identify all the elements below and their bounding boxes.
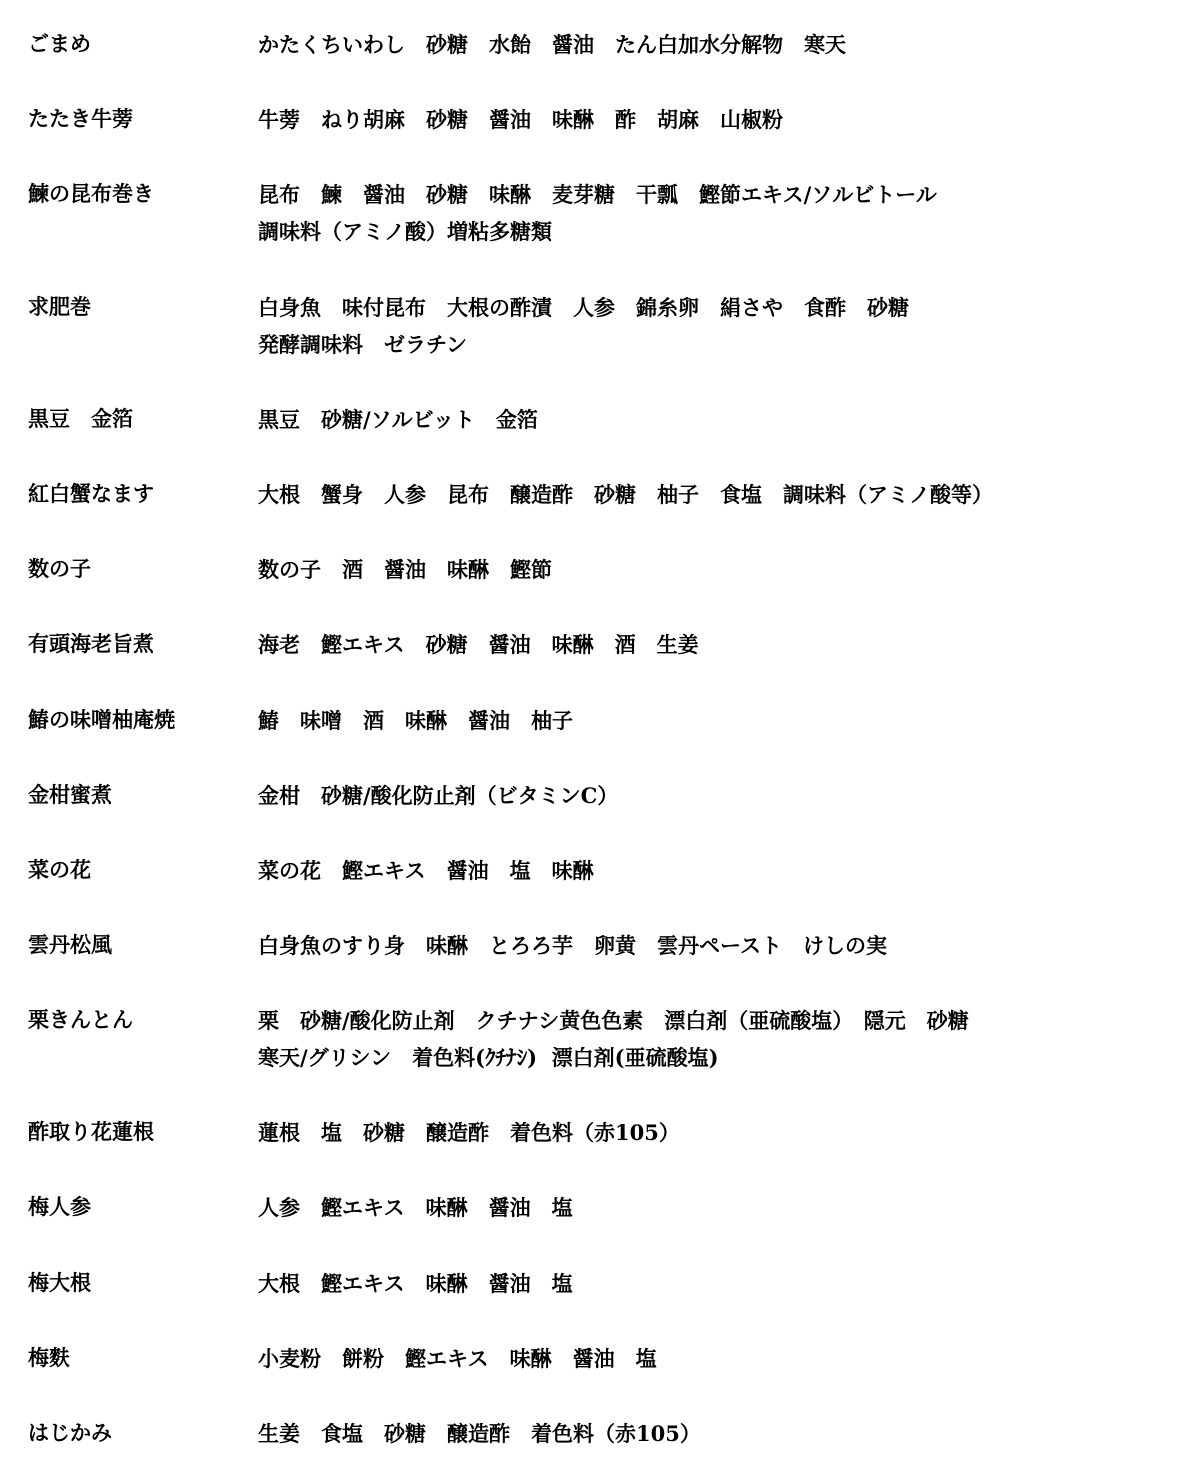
ingredients-line: 数の子 酒 醤油 味醂 鰹節 <box>258 557 552 582</box>
ingredients-line: 大根 蟹身 人参 昆布 醸造酢 砂糖 柚子 食塩 調味料（アミノ酸等） <box>258 482 993 507</box>
ingredients <box>258 476 1158 513</box>
dish-name: 雲丹松風 <box>28 932 112 957</box>
ingredients <box>258 401 1158 438</box>
ingredients-line: 栗 砂糖/酸化防止剤 クチナシ黄色色素 漂白剤（亜硫酸塩） 隠元 砂糖 <box>258 1008 969 1033</box>
ingredients-line: 菜の花 鰹エキス 醤油 塩 味醂 <box>258 858 594 883</box>
ingredients-line: 黒豆 砂糖/ソルビット 金箔 <box>258 407 538 432</box>
ingredients-line: 金柑 砂糖/酸化防止剤（ビタミンC） <box>258 783 619 808</box>
dish-name: 数の子 <box>28 556 91 581</box>
ingredients-line: 生姜 食塩 砂糖 醸造酢 着色料（赤105） <box>258 1421 701 1446</box>
ingredients <box>258 26 1158 63</box>
dish-name: 鰊の昆布巻き <box>28 181 154 206</box>
ingredients <box>258 1265 1158 1302</box>
ingredients-line: 白身魚のすり身 味醂 とろろ芋 卵黄 雲丹ペースト けしの実 <box>258 933 887 958</box>
ingredients-line: 小麦粉 餅粉 鰹エキス 味醂 醤油 塩 <box>258 1346 657 1371</box>
ingredients-line: 人参 鰹エキス 味醂 醤油 塩 <box>258 1195 573 1220</box>
ingredients-line: 大根 鰹エキス 味醂 醤油 塩 <box>258 1271 573 1296</box>
ingredients <box>258 1340 1158 1377</box>
ingredients <box>258 176 1158 250</box>
dish-name: 求肥巻 <box>28 294 91 319</box>
ingredients <box>258 1002 1158 1076</box>
dish-name: 黒豆 金箔 <box>28 406 133 431</box>
dish-name: 菜の花 <box>28 857 91 882</box>
dish-name: 梅麩 <box>28 1345 70 1370</box>
dish-name: 金柑蜜煮 <box>28 782 112 807</box>
ingredients <box>258 626 1158 663</box>
ingredients <box>258 289 1158 363</box>
ingredients-line: 発酵調味料 ゼラチン <box>258 332 467 357</box>
dish-name: たたき牛蒡 <box>28 106 133 131</box>
ingredients <box>258 702 1158 739</box>
ingredients-line: 海老 鰹エキス 砂糖 醤油 味醂 酒 生姜 <box>258 632 699 657</box>
dish-name: 酢取り花蓮根 <box>28 1119 154 1144</box>
ingredients <box>258 101 1158 138</box>
ingredients <box>258 1189 1158 1226</box>
ingredients-line: 昆布 鰊 醤油 砂糖 味醂 麦芽糖 干瓢 鰹節エキス/ソルビトール <box>258 182 937 207</box>
ingredients <box>258 551 1158 588</box>
dish-name: 梅大根 <box>28 1270 91 1295</box>
ingredients-line: 鰆 味噌 酒 味醂 醤油 柚子 <box>258 708 573 733</box>
ingredients-line: 白身魚 味付昆布 大根の酢漬 人参 錦糸卵 絹さや 食酢 砂糖 <box>258 295 909 320</box>
dish-name: 栗きんとん <box>28 1007 133 1032</box>
dish-name: はじかみ <box>28 1420 112 1445</box>
ingredients <box>258 1114 1158 1151</box>
ingredients-line: 調味料（アミノ酸）増粘多糖類 <box>258 219 552 244</box>
dish-name: 梅人参 <box>28 1194 91 1219</box>
ingredients-line: 牛蒡 ねり胡麻 砂糖 醤油 味醂 酢 胡麻 山椒粉 <box>258 107 783 132</box>
ingredients <box>258 927 1158 964</box>
ingredients <box>258 777 1158 814</box>
ingredients <box>258 1415 1158 1452</box>
ingredients <box>258 852 1158 889</box>
ingredients-line: 蓮根 塩 砂糖 醸造酢 着色料（赤105） <box>258 1120 680 1145</box>
dish-name: 有頭海老旨煮 <box>28 631 154 656</box>
dish-name: 鰆の味噌柚庵焼 <box>28 707 175 732</box>
ingredients-line: 寒天/グリシン 着色料(ｸﾁﾅｼ) 漂白剤(亜硫酸塩) <box>258 1045 719 1070</box>
dish-name: 紅白蟹なます <box>28 481 154 506</box>
ingredients-line: かたくちいわし 砂糖 水飴 醤油 たん白加水分解物 寒天 <box>258 32 846 57</box>
dish-name: ごまめ <box>28 31 91 56</box>
